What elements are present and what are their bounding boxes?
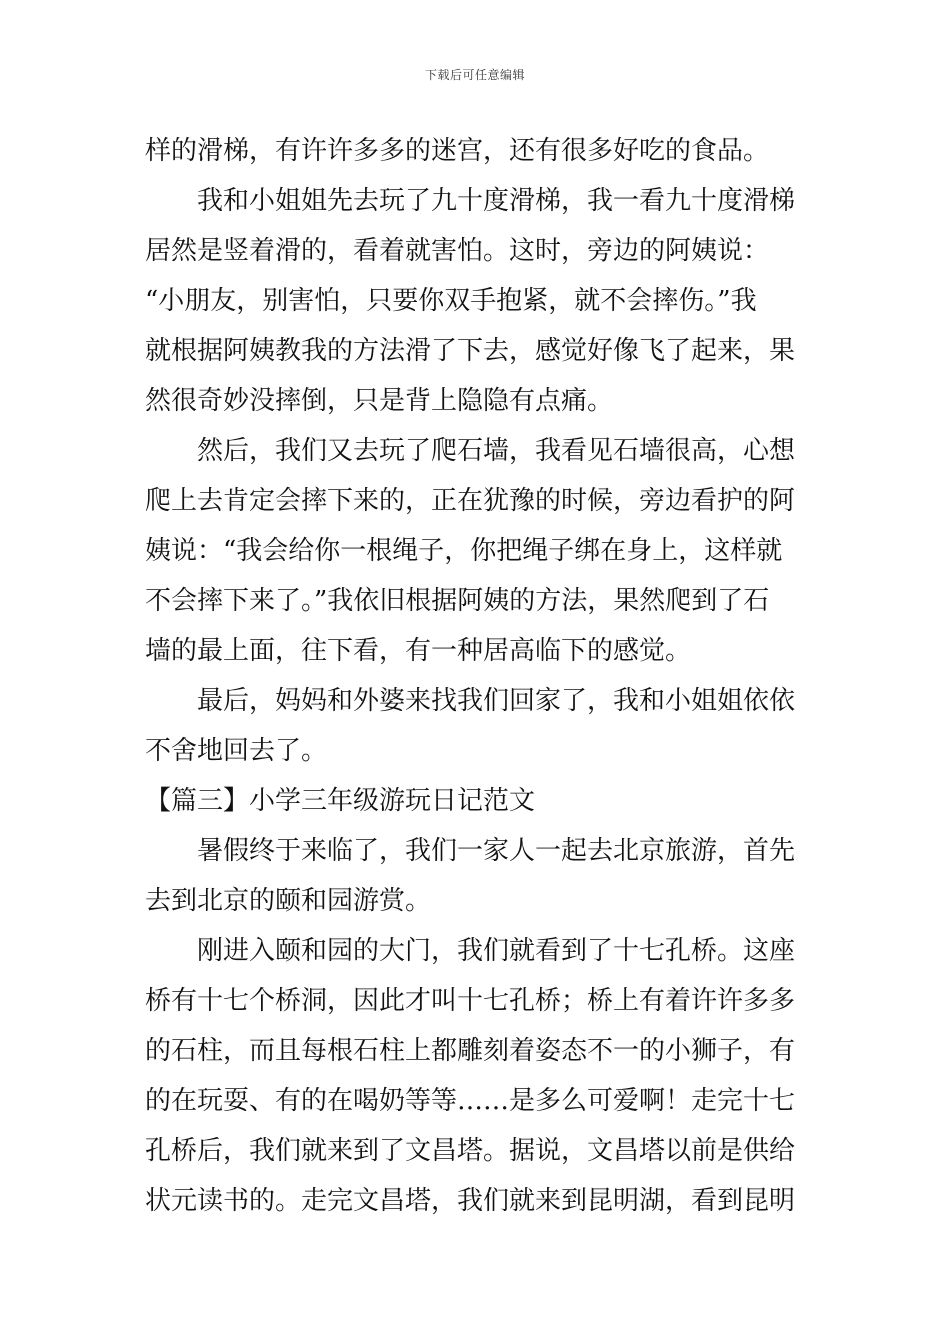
text-line: 去到北京的颐和园游赏。 bbox=[145, 886, 432, 916]
text-line: 居然是竖着滑的，看着就害怕。这时，旁边的阿姨说： bbox=[145, 236, 770, 266]
text-line: 就根据阿姨教我的方法滑了下去，感觉好像飞了起来，果 bbox=[145, 336, 796, 366]
text-line: “小朋友，别害怕，只要你双手抱紧，就不会摔伤。”我 bbox=[145, 286, 757, 316]
paragraph-start-line: 最后，妈妈和外婆来找我们回家了，我和小姐姐依依 bbox=[197, 686, 796, 716]
section-heading: 【篇三】小学三年级游玩日记范文 bbox=[145, 786, 536, 816]
text-line: 不舍地回去了。 bbox=[145, 736, 328, 766]
paragraph-start-line: 刚进入颐和园的大门，我们就看到了十七孔桥。这座 bbox=[197, 936, 796, 966]
text-line: 姨说：“我会给你一根绳子，你把绳子绑在身上，这样就 bbox=[145, 536, 783, 566]
paragraph-start-line: 然后，我们又去玩了爬石墙，我看见石墙很高，心想 bbox=[197, 436, 796, 466]
text-line: 状元读书的。走完文昌塔，我们就来到昆明湖，看到昆明 bbox=[145, 1186, 796, 1216]
text-line: 样的滑梯，有许许多多的迷宫，还有很多好吃的食品。 bbox=[145, 136, 770, 166]
text-line: 的石柱，而且每根石柱上都雕刻着姿态不一的小狮子，有 bbox=[145, 1036, 796, 1066]
text-line: 桥有十七个桥洞，因此才叫十七孔桥；桥上有着许许多多 bbox=[145, 986, 796, 1016]
document-body bbox=[145, 126, 809, 1226]
text-line: 爬上去肯定会摔下来的，正在犹豫的时候，旁边看护的阿 bbox=[145, 486, 796, 516]
text-line: 的在玩耍、有的在喝奶等等……是多么可爱啊！走完十七 bbox=[145, 1086, 796, 1116]
text-line: 不会摔下来了。”我依旧根据阿姨的方法，果然爬到了石 bbox=[145, 586, 770, 616]
text-line: 然很奇妙没摔倒，只是背上隐隐有点痛。 bbox=[145, 386, 614, 416]
text-line: 孔桥后，我们就来到了文昌塔。据说，文昌塔以前是供给 bbox=[145, 1136, 796, 1166]
paragraph-start-line: 我和小姐姐先去玩了九十度滑梯，我一看九十度滑梯 bbox=[197, 186, 796, 216]
page-header: 下载后可任意编辑 bbox=[424, 68, 525, 82]
text-line: 墙的最上面，往下看，有一种居高临下的感觉。 bbox=[145, 636, 692, 666]
paragraph-start-line: 暑假终于来临了，我们一家人一起去北京旅游，首先 bbox=[197, 836, 796, 866]
